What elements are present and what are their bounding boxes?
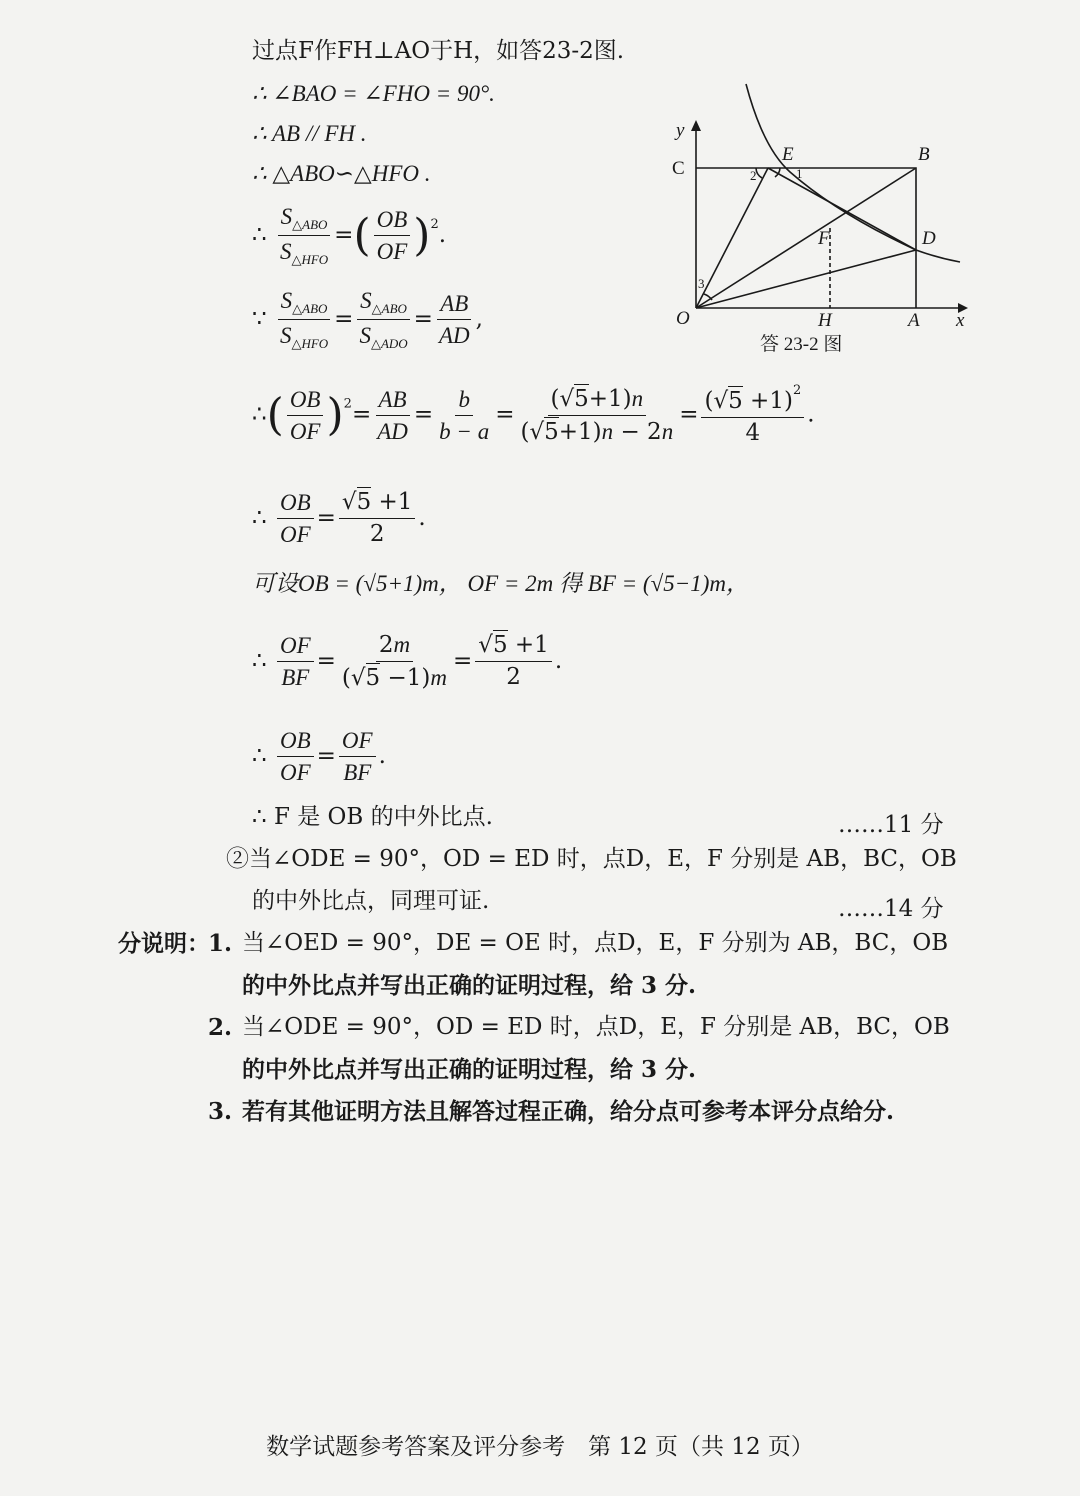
segment-oe <box>696 168 768 308</box>
segment-ed <box>768 168 916 250</box>
label-angle-1: 1 <box>796 166 803 181</box>
eq-ob-of: ∴ $\frac{OB}{OF}$ = $\frac{√5 +1}{2}$ . <box>252 489 426 548</box>
label-angle-2: 2 <box>750 168 757 183</box>
page-footer: 数学试题参考答案及评分参考 第 12 页（共 12 页） <box>266 1434 814 1460</box>
label-c: C <box>672 158 685 179</box>
note-1-line-a: 当∠OED = 90°，DE = OE 时，点D，E，F 分别为 AB，BC，OB <box>242 930 949 956</box>
note-2-number: 2. <box>208 1014 233 1041</box>
label-o: O <box>676 308 690 329</box>
eq-area-ratio-2: ∵ $\frac{S_{\triangle ABO}}{S_{\triangle HFO}}$ = $\frac{S_{\triangle ABO}}{S_{\triangle ADO}}$ = $\frac{AB}{AD}$ , <box>252 288 483 352</box>
label-e: E <box>782 144 794 165</box>
line-right-angles: ∴ ∠BAO = ∠FHO = 90°. <box>252 81 495 106</box>
line-parallel: ∴ AB // FH . <box>252 121 367 146</box>
figure-23-2 <box>668 80 968 360</box>
note-1-line-b: 的中外比点并写出正确的证明过程，给 3 分. <box>242 972 697 999</box>
note-2-line-b: 的中外比点并写出正确的证明过程，给 3 分. <box>242 1056 697 1083</box>
line-set-values: 可设OB = (√5+1)m， OF = 2m 得 BF = (√5−1)m， <box>252 571 749 596</box>
line-case-2: ②当∠ODE = 90°，OD = ED 时，点D，E，F 分别是 AB，BC，OB <box>226 846 957 872</box>
note-3-number: 3. <box>208 1098 233 1125</box>
line-similar: ∴ △ABO∽△HFO . <box>252 161 431 186</box>
figure-caption: 答 23-2 图 <box>760 334 843 355</box>
segment-od <box>696 250 916 308</box>
score-11: ……11 分 <box>838 812 944 838</box>
label-angle-3: 3 <box>698 276 705 291</box>
label-y: y <box>676 120 685 141</box>
score-14: ……14 分 <box>838 896 944 922</box>
eq-area-ratio: ∴ $\frac{S_{\triangle ABO}}{S_{\triangle HFO}}$ =( $\frac{OB}{OF}$ )$^2$. <box>252 204 447 268</box>
y-axis-arrow <box>691 120 701 131</box>
note-1-number: 1. <box>208 930 233 957</box>
angle-2-arc <box>756 168 762 178</box>
label-f: F <box>818 228 830 249</box>
label-d: D <box>922 228 936 249</box>
label-b: B <box>918 144 930 165</box>
notes-label: 分说明： <box>118 930 210 957</box>
label-x: x <box>956 310 965 331</box>
line-conclusion: ∴ F 是 OB 的中外比点. <box>252 804 493 830</box>
eq-golden-ratio: ∴ $\frac{OB}{OF}$ = $\frac{OF}{BF}$ . <box>252 728 386 786</box>
note-2-line-a: 当∠ODE = 90°，OD = ED 时，点D，E，F 分别是 AB，BC，OB <box>242 1014 950 1040</box>
eq-ob-of-squared: ∴( $\frac{OB}{OF}$ )$^2$= $\frac{AB}{AD}$ = $\frac{b}{b - a}$ = $\frac{(√5+1)n}{(√5+1)n - 2n}$ = $\frac{(√5 +1)^2}{4}$ . <box>252 383 815 447</box>
line-perpendicular: 过点F作FH⊥AO于H，如答23-2图. <box>252 38 625 64</box>
label-a: A <box>908 310 920 331</box>
label-h: H <box>818 310 832 331</box>
eq-of-bf: ∴ $\frac{OF}{BF}$ = $\frac{2m}{(√5 -1)m}$ = $\frac{√5 +1}{2}$ . <box>252 632 563 692</box>
note-3-line: 若有其他证明方法且解答过程正确，给分点可参考本评分点给分. <box>242 1098 895 1125</box>
line-case-2-b: 的中外比点，同理可证. <box>252 888 490 914</box>
angle-3-arc <box>704 294 712 300</box>
